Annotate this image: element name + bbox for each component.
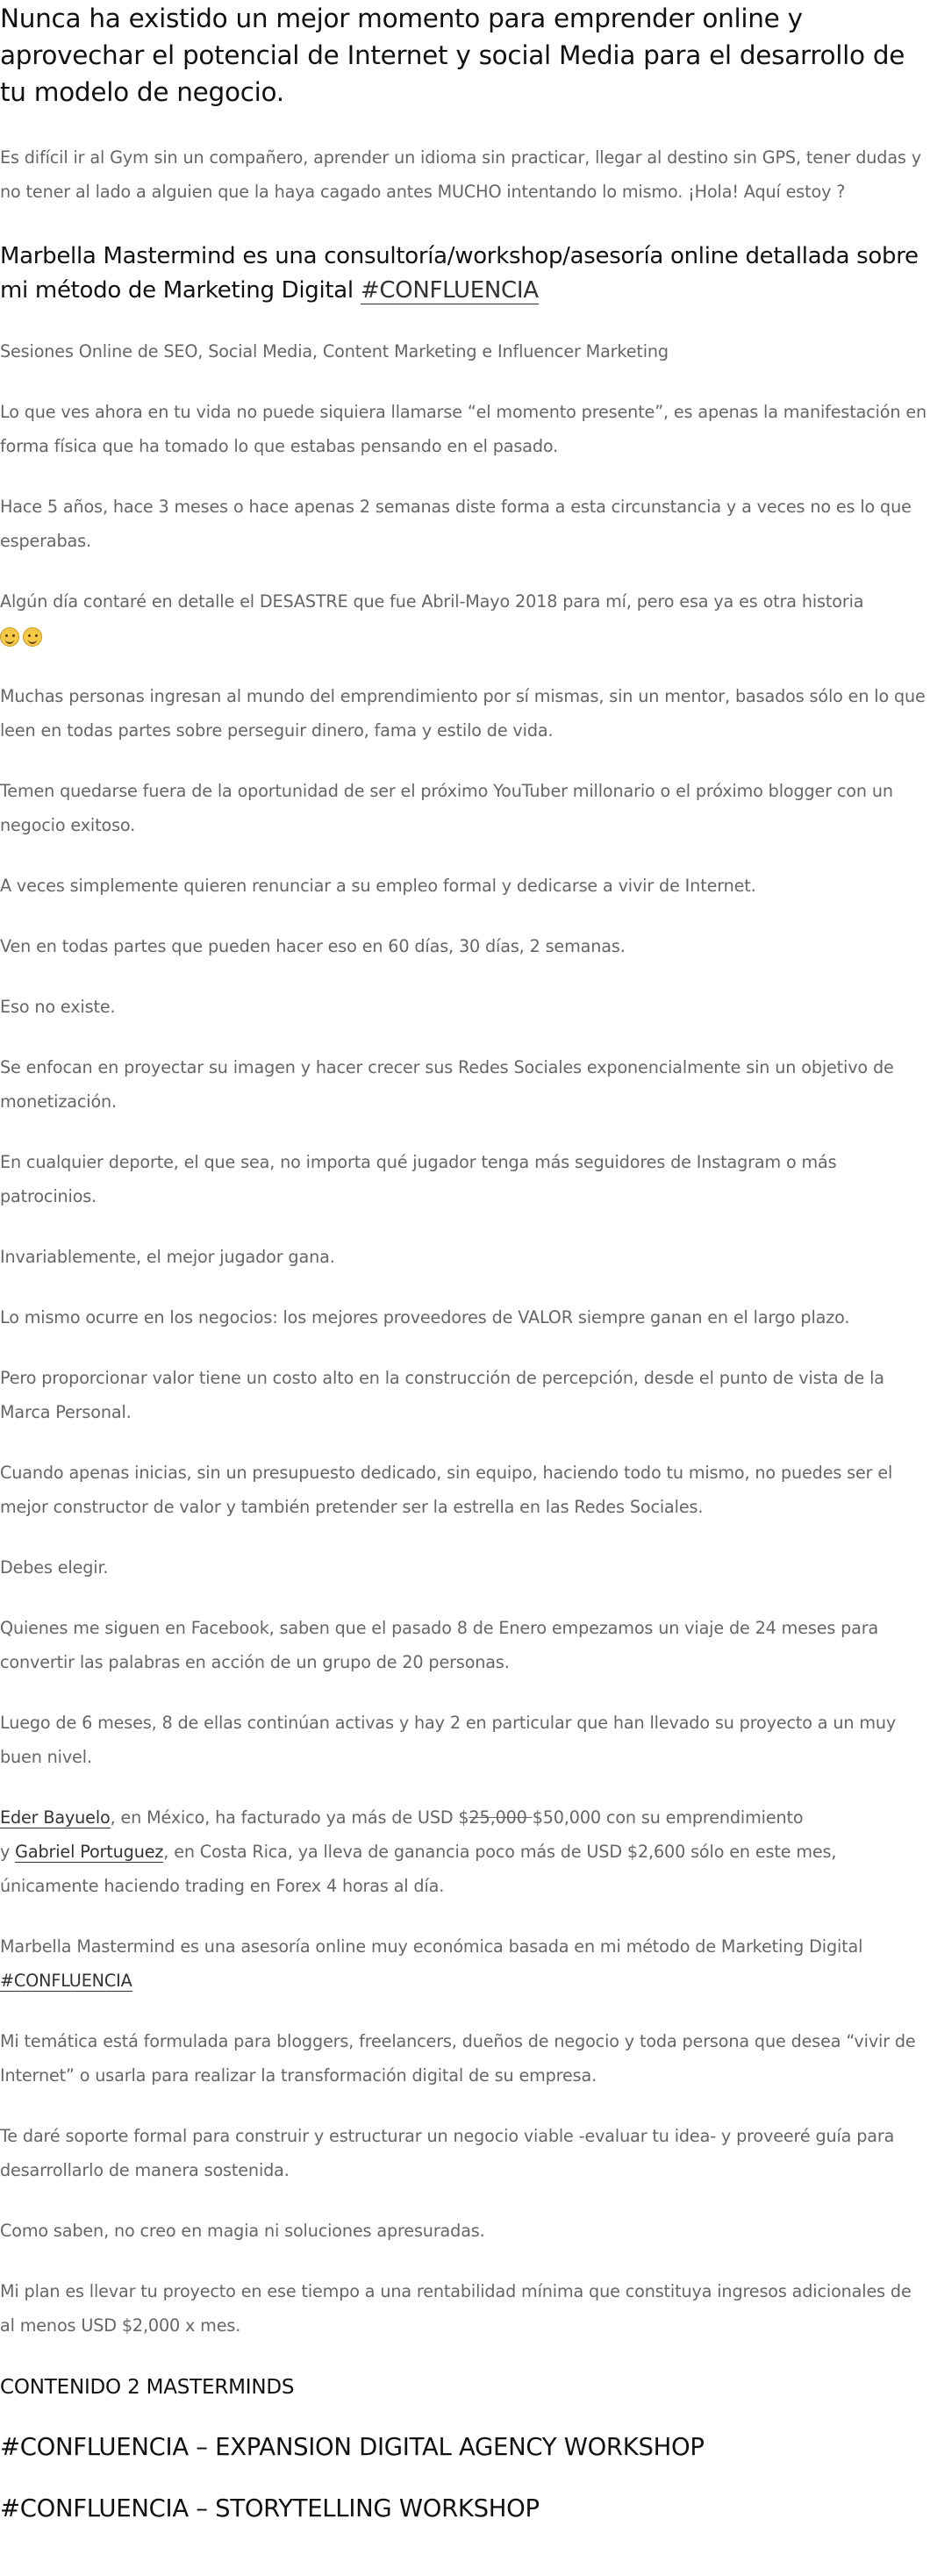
paragraph: Temen quedarse fuera de la oportunidad de ser el próximo YouTuber millonario o el próximo blogger con un negocio exitoso. bbox=[0, 781, 893, 835]
paragraph: Pero proporcionar valor tiene un costo alto en la construcción de percepción, desde el punto de vista de la Marca Personal. bbox=[0, 1368, 884, 1422]
paragraph: Como saben, no creo en magia ni soluciones apresuradas. bbox=[0, 2221, 485, 2241]
section-subheading bbox=[0, 240, 930, 308]
paragraph: Te daré soporte formal para construir y estructurar un negocio viable -evaluar tu idea- y proveeré guía para desarrollarlo de manera sostenida. bbox=[0, 2126, 895, 2180]
subheading-text: Marbella Mastermind es una consultoría/workshop/asesoría online detallada sobre mi método de Marketing Digital bbox=[0, 243, 919, 304]
paragraph: Quienes me siguen en Facebook, saben que el pasado 8 de Enero empezamos un viaje de 24 meses para convertir las palabras en acción de un grupo de 20 personas. bbox=[0, 1618, 879, 1672]
paragraph: Luego de 6 meses, 8 de ellas continúan activas y hay 2 en particular que han llevado su proyecto a un muy buen nivel. bbox=[0, 1713, 897, 1767]
paragraph: Mi plan es llevar tu proyecto en ese tiempo a una rentabilidad mínima que constituya ingresos adicionales de al menos USD $2,000 x mes. bbox=[0, 2281, 912, 2336]
workshop-heading-1: #CONFLUENCIA – EXPANSION DIGITAL AGENCY WORKSHOP bbox=[0, 2433, 705, 2461]
paragraph: Lo que ves ahora en tu vida no puede siquiera llamarse “el momento presente”, es apenas la manifestación en forma física que ha tomado lo que estabas pensando en el pasado. bbox=[0, 402, 927, 456]
confluencia-link-2[interactable]: #CONFLUENCIA bbox=[0, 1971, 132, 1991]
gabriel-portuguez-link[interactable]: Gabriel Portuguez bbox=[15, 1842, 164, 1862]
contenido-heading: CONTENIDO 2 MASTERMINDS bbox=[0, 2376, 295, 2399]
smile-emoji-icon bbox=[23, 627, 42, 647]
paragraph: Debes elegir. bbox=[0, 1557, 109, 1578]
paragraph: Se enfocan en proyectar su imagen y hacer crecer sus Redes Sociales exponencialmente sin un objetivo de monetización. bbox=[0, 1057, 894, 1112]
paragraph: Cuando apenas inicias, sin un presupuesto dedicado, sin equipo, haciendo todo tu mismo, no puedes ser el mejor constructor de valor y también pretender ser la estrella en las Redes Sociales. bbox=[0, 1463, 893, 1517]
article-heading: Nunca ha existido un mejor momento para emprender online y aprovechar el potencial de Internet y social Media para el desarrollo de tu modelo de negocio. bbox=[0, 4, 905, 107]
paragraph: Ven en todas partes que pueden hacer eso en 60 días, 30 días, 2 semanas. bbox=[0, 936, 626, 956]
paragraph: Sesiones Online de SEO, Social Media, Content Marketing e Influencer Marketing bbox=[0, 341, 669, 361]
paragraph: Mi temática está formulada para bloggers, freelancers, dueños de negocio y toda persona que desea “vivir de Internet” o usarla para realizar la transformación digital de su empresa. bbox=[0, 2031, 916, 2086]
confluencia-link[interactable]: #CONFLUENCIA bbox=[360, 277, 539, 304]
paragraph: Hace 5 años, hace 3 meses o hace apenas 2 semanas diste forma a esta circunstancia y a veces no es lo que esperabas. bbox=[0, 497, 912, 551]
struck-amount: 25,000 bbox=[469, 1807, 533, 1828]
paragraph-with-emoji bbox=[0, 584, 930, 653]
intro-paragraph: Es difícil ir al Gym sin un compañero, aprender un idioma sin practicar, llegar al destino sin GPS, tener dudas y no tener al lado a alguien que la haya cagado antes MUCHO intentando lo mismo. ¡Hola! Aquí estoy ? bbox=[0, 147, 921, 202]
paragraph: Invariablemente, el mejor jugador gana. bbox=[0, 1247, 335, 1267]
paragraph: Muchas personas ingresan al mundo del emprendimiento por sí mismas, sin un mentor, basados sólo en lo que leen en todas partes sobre perseguir dinero, fama y estilo de vida. bbox=[0, 686, 926, 741]
success-stories-paragraph: Eder Bayuelo, en México, ha facturado ya más de USD $25,000 $50,000 con su emprendimiento y Gabriel Portuguez, en Costa Rica, ya lleva de ganancia poco más de USD $2,600 sólo en este mes, únicamente haciendo trading en Forex 4 horas al día. bbox=[0, 1807, 837, 1896]
wink-emoji-icon bbox=[0, 627, 19, 647]
paragraph: Eso no existe. bbox=[0, 997, 116, 1017]
paragraph: En cualquier deporte, el que sea, no importa qué jugador tenga más seguidores de Instagram o más patrocinios. bbox=[0, 1152, 837, 1206]
workshop-heading-2: #CONFLUENCIA – STORYTELLING WORKSHOP bbox=[0, 2494, 540, 2522]
paragraph-text: Algún día contaré en detalle el DESASTRE que fue Abril-Mayo 2018 para mí, pero esa ya es otra historia bbox=[0, 591, 864, 612]
paragraph: Lo mismo ocurre en los negocios: los mejores proveedores de VALOR siempre ganan en el largo plazo. bbox=[0, 1307, 850, 1327]
eder-bayuelo-link[interactable]: Eder Bayuelo bbox=[0, 1807, 111, 1828]
paragraph: A veces simplemente quieren renunciar a su empleo formal y dedicarse a vivir de Internet. bbox=[0, 876, 756, 896]
marbella-paragraph: Marbella Mastermind es una asesoría online muy económica basada en mi método de Marketing Digital #CONFLUENCIA bbox=[0, 1936, 863, 1991]
